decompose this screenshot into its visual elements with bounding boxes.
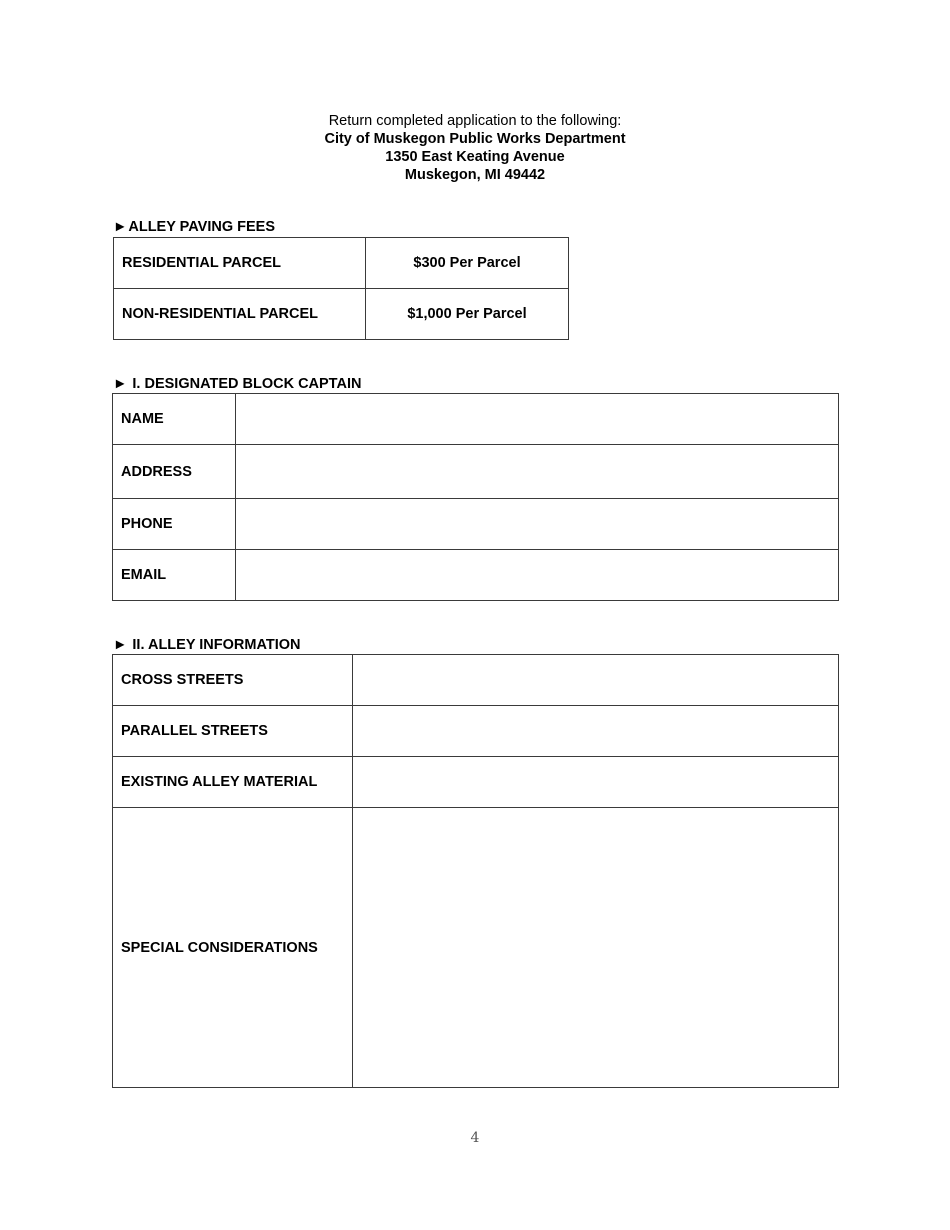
fees-title: ALLEY PAVING FEES [128,219,275,235]
triangle-right-icon: ► [113,637,128,653]
parallel-streets-label: PARALLEL STREETS [113,706,353,757]
block-captain-title: I. DESIGNATED BLOCK CAPTAIN [132,376,362,392]
phone-field[interactable] [236,499,839,550]
triangle-right-icon: ► [113,219,128,235]
block-captain-section-title [113,376,361,393]
phone-label: PHONE [113,499,236,550]
existing-alley-material-label: EXISTING ALLEY MATERIAL [113,757,353,808]
page-number: 4 [470,1130,480,1146]
parallel-streets-field[interactable] [353,706,839,757]
table-row [113,499,839,550]
table-row [114,289,569,340]
special-considerations-field[interactable] [353,808,839,1088]
table-row [113,757,839,808]
name-field[interactable] [236,394,839,445]
department-name: City of Muskegon Public Works Department [324,131,626,147]
cross-streets-field[interactable] [353,655,839,706]
fee-amount: $1,000 Per Parcel [366,289,569,340]
existing-alley-material-field[interactable] [353,757,839,808]
city-state-zip: Muskegon, MI 49442 [404,167,546,183]
return-instruction: Return completed application to the following: [328,113,622,129]
alley-info-section-title [113,637,300,654]
name-label: NAME [113,394,236,445]
table-row [113,445,839,499]
block-captain-table [112,393,839,601]
table-row [113,655,839,706]
fees-table [113,237,569,340]
return-address [0,112,950,184]
address-field[interactable] [236,445,839,499]
special-considerations-label: SPECIAL CONSIDERATIONS [113,808,353,1088]
email-field[interactable] [236,550,839,601]
fee-label: NON-RESIDENTIAL PARCEL [114,289,366,340]
fees-section-title [113,219,275,236]
table-row [113,808,839,1088]
alley-info-table [112,654,839,1088]
alley-info-title: II. ALLEY INFORMATION [132,637,301,653]
address-label: ADDRESS [113,445,236,499]
table-row [114,238,569,289]
table-row [113,706,839,757]
fee-label: RESIDENTIAL PARCEL [114,238,366,289]
table-row [113,394,839,445]
triangle-right-icon: ► [113,376,128,392]
fee-amount: $300 Per Parcel [366,238,569,289]
email-label: EMAIL [113,550,236,601]
street-address: 1350 East Keating Avenue [385,149,565,165]
table-row [113,550,839,601]
cross-streets-label: CROSS STREETS [113,655,353,706]
